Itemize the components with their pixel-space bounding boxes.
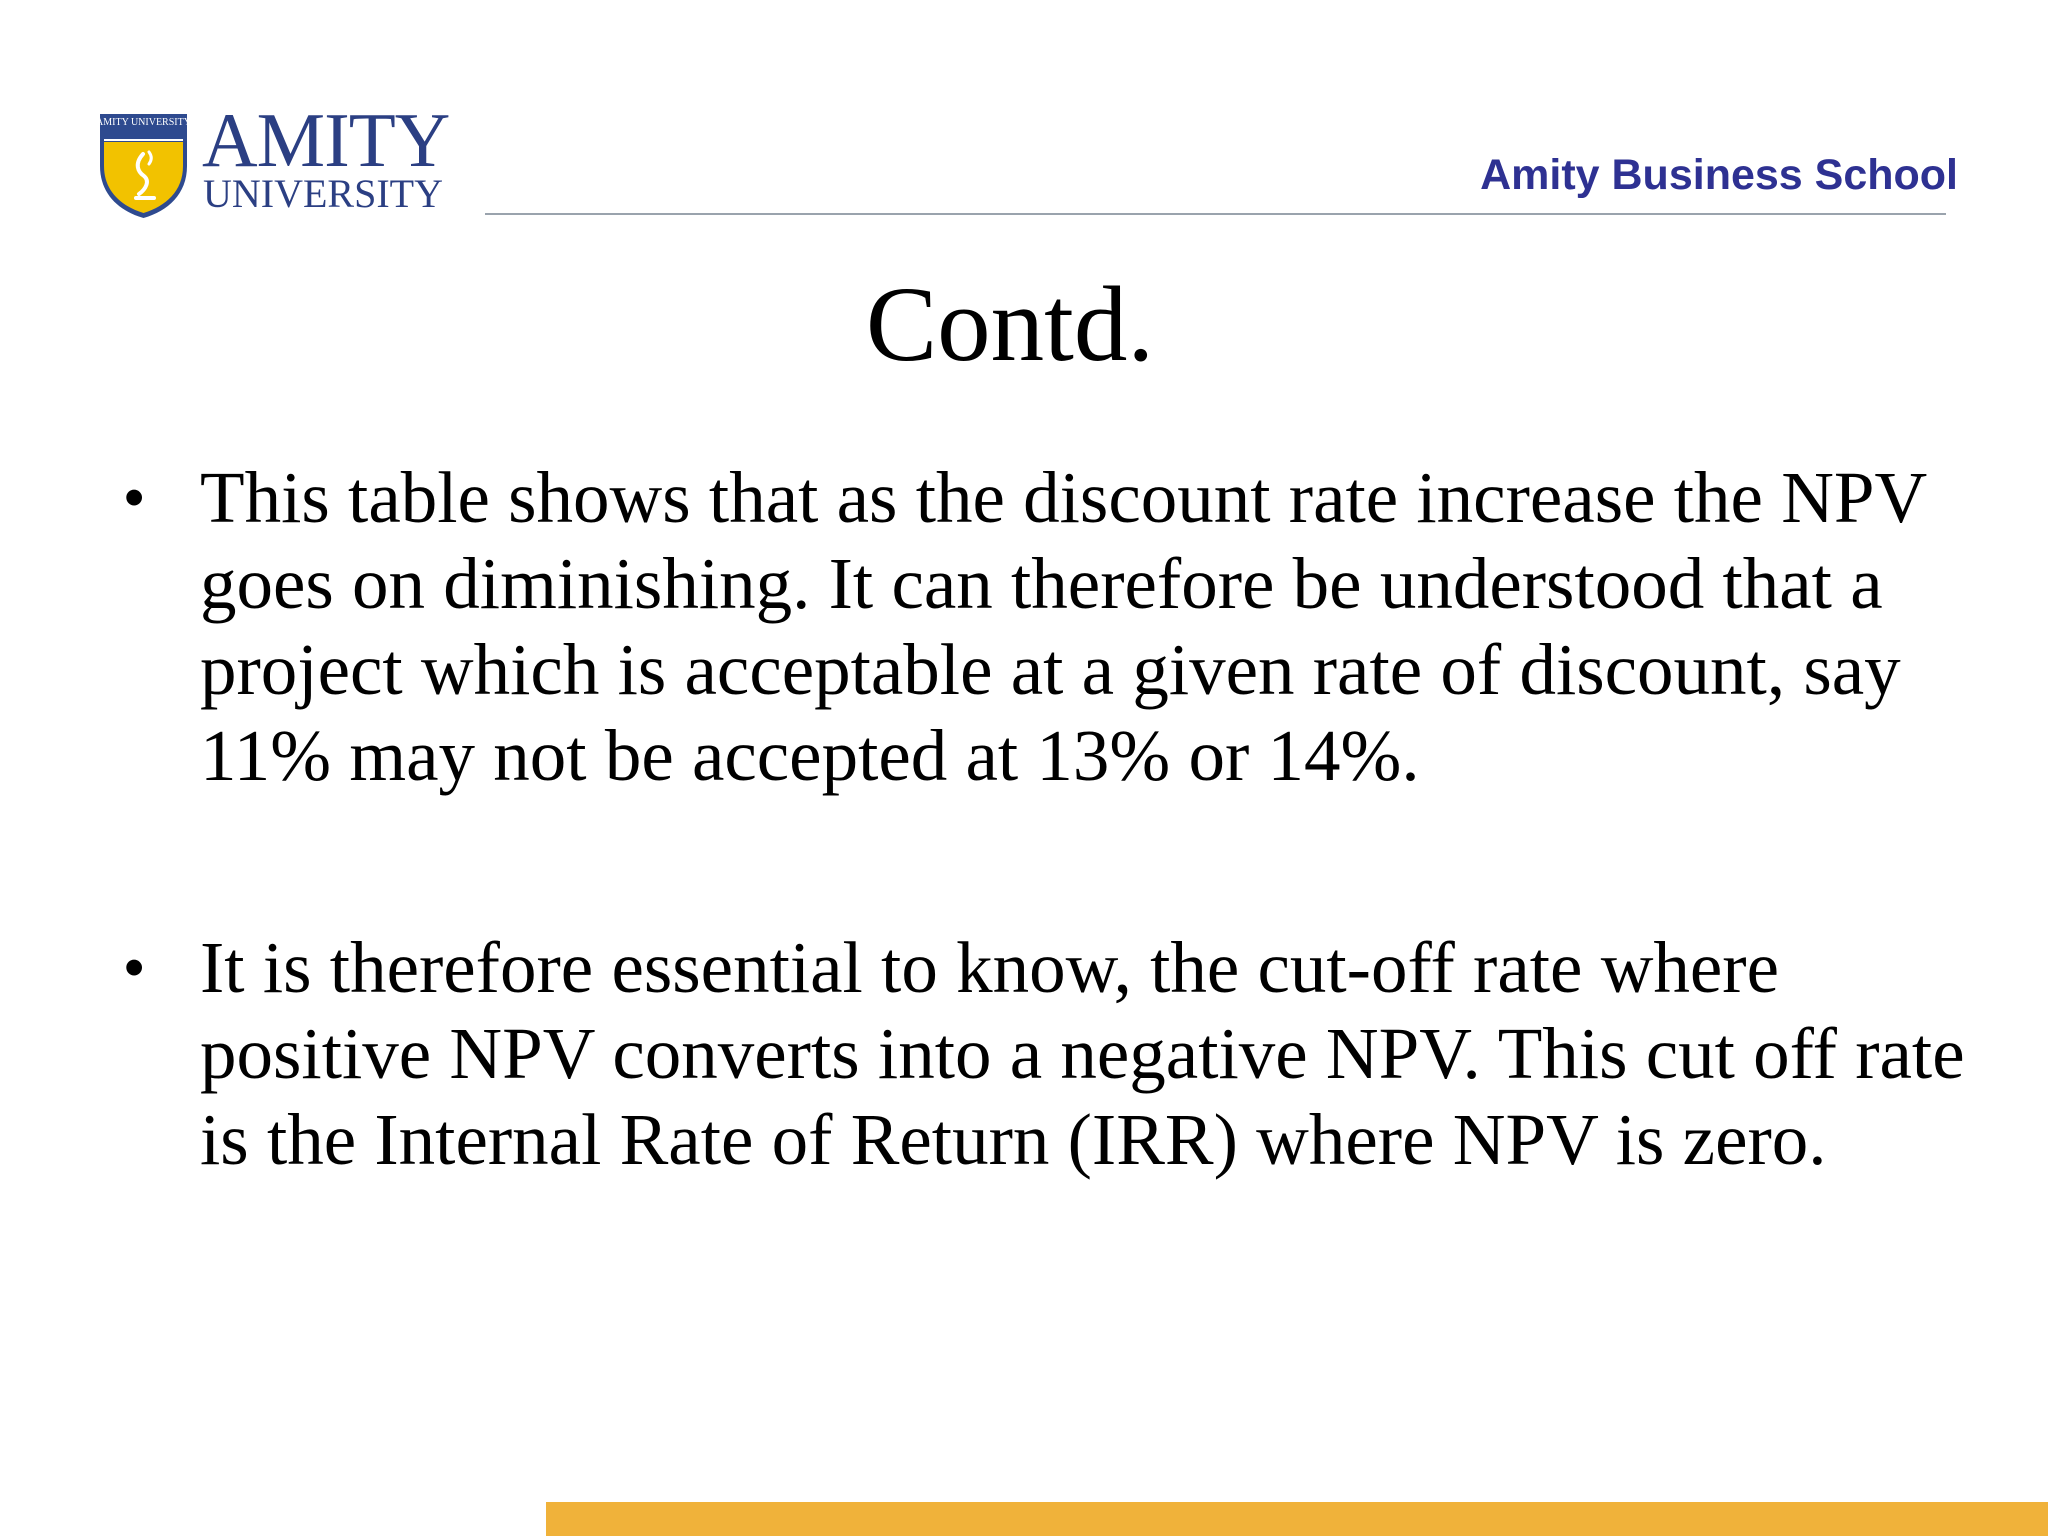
bottom-accent-bar <box>546 1502 2048 1536</box>
logo-subtitle: UNIVERSITY <box>203 171 443 216</box>
shield-icon <box>96 110 191 220</box>
logo-wordmark: AMITY <box>202 97 450 183</box>
school-name: Amity Business School <box>1480 151 1958 199</box>
header-divider <box>485 213 1946 215</box>
bullet-list <box>124 455 2014 1309</box>
shield-label-amity: AMITY UNIVERSITY <box>96 117 191 128</box>
bullet-item-discount-rate <box>124 455 2014 799</box>
bullet-text: This table shows that as the discount rate increase the NPV goes on diminishing. It can therefore be understood that a project which is acceptable at a given rate of discount, say 11% may not be accepted at 13% or 14%. <box>200 457 1926 796</box>
bullet-marker: • <box>124 935 145 1000</box>
slide-title: Contd. <box>865 266 1155 384</box>
amity-university-logo <box>96 97 450 220</box>
bullet-text: It is therefore essential to know, the cut-off rate where positive NPV converts into a negative NPV. This cut off rate is the Internal Rate of Return (IRR) where NPV is zero. <box>200 927 1965 1180</box>
bullet-item-irr <box>124 925 2014 1183</box>
bullet-marker: • <box>124 465 145 530</box>
